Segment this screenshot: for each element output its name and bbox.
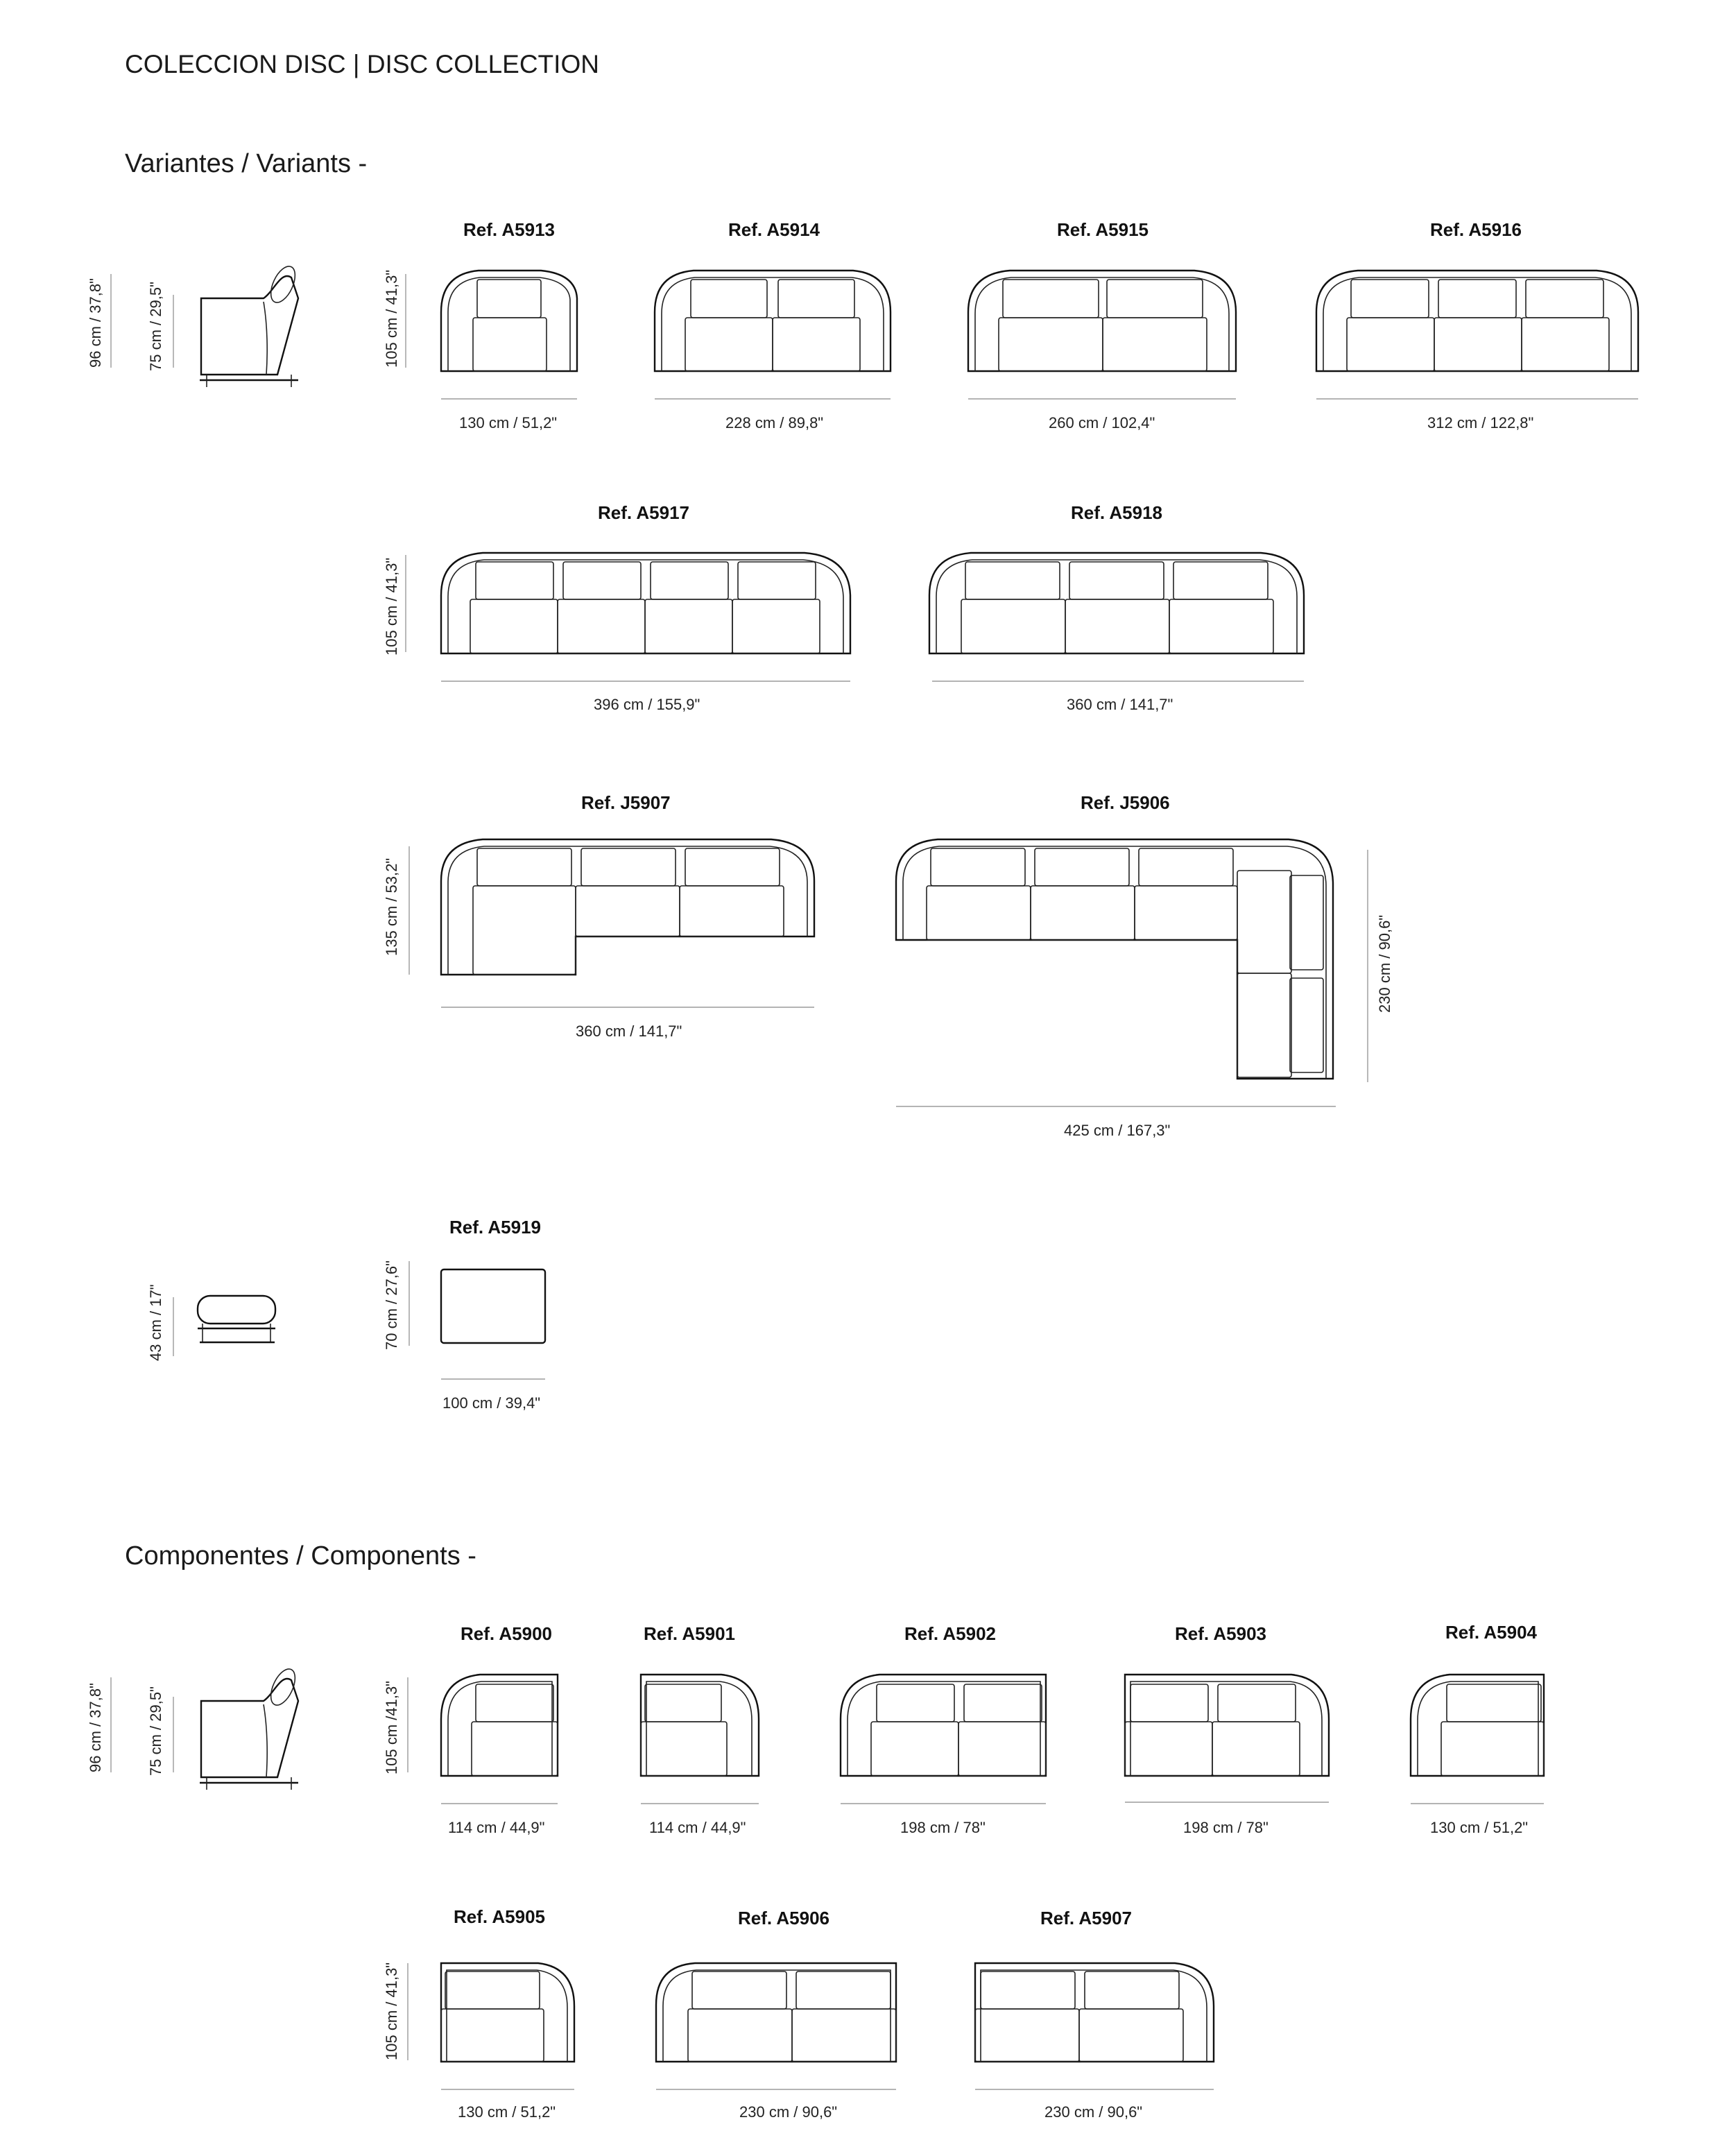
depth-label-row2: 105 cm / 41,3" — [383, 557, 400, 656]
drawing-A5907 — [975, 1963, 1214, 2062]
side-view-pouf — [198, 1296, 275, 1342]
drawing-A5904 — [1411, 1675, 1544, 1776]
width-A5919: 100 cm / 39,4" — [442, 1394, 541, 1412]
depth-J5906: 230 cm / 90,6" — [1376, 914, 1393, 1013]
comp-side-height-75: 75 cm / 29,5" — [147, 1686, 164, 1776]
drawing-A5906 — [656, 1963, 896, 2062]
width-A5907: 230 cm / 90,6" — [1044, 2103, 1143, 2121]
drawing-A5915 — [968, 271, 1236, 371]
ref-A5905: Ref. A5905 — [454, 1906, 545, 1927]
ref-A5918: Ref. A5918 — [1071, 502, 1162, 523]
comp-depth-row1: 105 cm /41,3" — [383, 1681, 400, 1774]
width-A5906: 230 cm / 90,6" — [739, 2103, 838, 2121]
side-height-75: 75 cm / 29,5" — [147, 282, 164, 371]
width-A5903: 198 cm / 78" — [1183, 1819, 1268, 1836]
depth-label-row1: 105 cm / 41,3" — [383, 269, 400, 368]
drawing-J5906 — [896, 839, 1333, 1079]
depth-label-J5907: 135 cm / 53,2" — [383, 857, 400, 956]
width-A5917: 396 cm / 155,9" — [594, 696, 700, 713]
ref-J5907: Ref. J5907 — [581, 792, 671, 813]
depth-A5919: 70 cm / 27,6" — [383, 1260, 400, 1350]
comp-side-height-96: 96 cm / 37,8" — [87, 1683, 104, 1772]
ref-J5906: Ref. J5906 — [1081, 792, 1170, 813]
drawing-A5917 — [441, 553, 850, 653]
ref-A5903: Ref. A5903 — [1175, 1623, 1266, 1644]
drawing-J5907 — [441, 839, 814, 975]
ref-A5917: Ref. A5917 — [598, 502, 689, 523]
ref-A5906: Ref. A5906 — [738, 1908, 829, 1928]
ref-A5907: Ref. A5907 — [1040, 1908, 1132, 1928]
width-A5913: 130 cm / 51,2" — [459, 414, 558, 431]
section-title-variants: Variantes / Variants - — [125, 149, 368, 178]
side-view-sofa-variants — [200, 263, 300, 387]
ref-A5900: Ref. A5900 — [461, 1623, 552, 1644]
side-height-43: 43 cm / 17" — [147, 1284, 164, 1361]
width-A5900: 114 cm / 44,9" — [448, 1819, 545, 1836]
side-height-96: 96 cm / 37,8" — [87, 278, 104, 368]
drawing-A5905 — [441, 1963, 574, 2062]
drawing-A5901 — [641, 1675, 759, 1776]
width-A5914: 228 cm / 89,8" — [725, 414, 824, 431]
ref-A5913: Ref. A5913 — [463, 219, 555, 240]
page-title: COLECCION DISC | DISC COLLECTION — [125, 50, 599, 78]
section-title-components: Componentes / Components - — [125, 1541, 476, 1571]
ref-A5914: Ref. A5914 — [728, 219, 820, 240]
width-A5905: 130 cm / 51,2" — [458, 2103, 556, 2121]
drawing-A5919 — [441, 1269, 545, 1343]
drawing-A5916 — [1316, 271, 1638, 371]
ref-A5904: Ref. A5904 — [1445, 1622, 1537, 1643]
width-A5901: 114 cm / 44,9" — [649, 1819, 746, 1836]
side-view-sofa-components — [200, 1666, 300, 1790]
drawing-A5918 — [929, 553, 1304, 653]
ref-A5919: Ref. A5919 — [449, 1217, 541, 1238]
ref-A5916: Ref. A5916 — [1430, 219, 1522, 240]
width-A5915: 260 cm / 102,4" — [1049, 414, 1155, 431]
drawing-A5913 — [441, 271, 577, 371]
width-J5906: 425 cm / 167,3" — [1064, 1122, 1171, 1139]
ref-A5901: Ref. A5901 — [644, 1623, 735, 1644]
width-A5918: 360 cm / 141,7" — [1067, 696, 1173, 713]
width-A5902: 198 cm / 78" — [900, 1819, 986, 1836]
width-A5916: 312 cm / 122,8" — [1427, 414, 1534, 431]
width-J5907: 360 cm / 141,7" — [576, 1023, 682, 1040]
drawing-A5900 — [441, 1675, 558, 1776]
drawing-A5902 — [841, 1675, 1046, 1776]
drawing-A5903 — [1125, 1675, 1329, 1776]
ref-A5902: Ref. A5902 — [904, 1623, 996, 1644]
width-A5904: 130 cm / 51,2" — [1430, 1819, 1529, 1836]
ref-A5915: Ref. A5915 — [1057, 219, 1149, 240]
drawing-A5914 — [655, 271, 891, 371]
comp-depth-row2: 105 cm / 41,3" — [383, 1962, 400, 2060]
